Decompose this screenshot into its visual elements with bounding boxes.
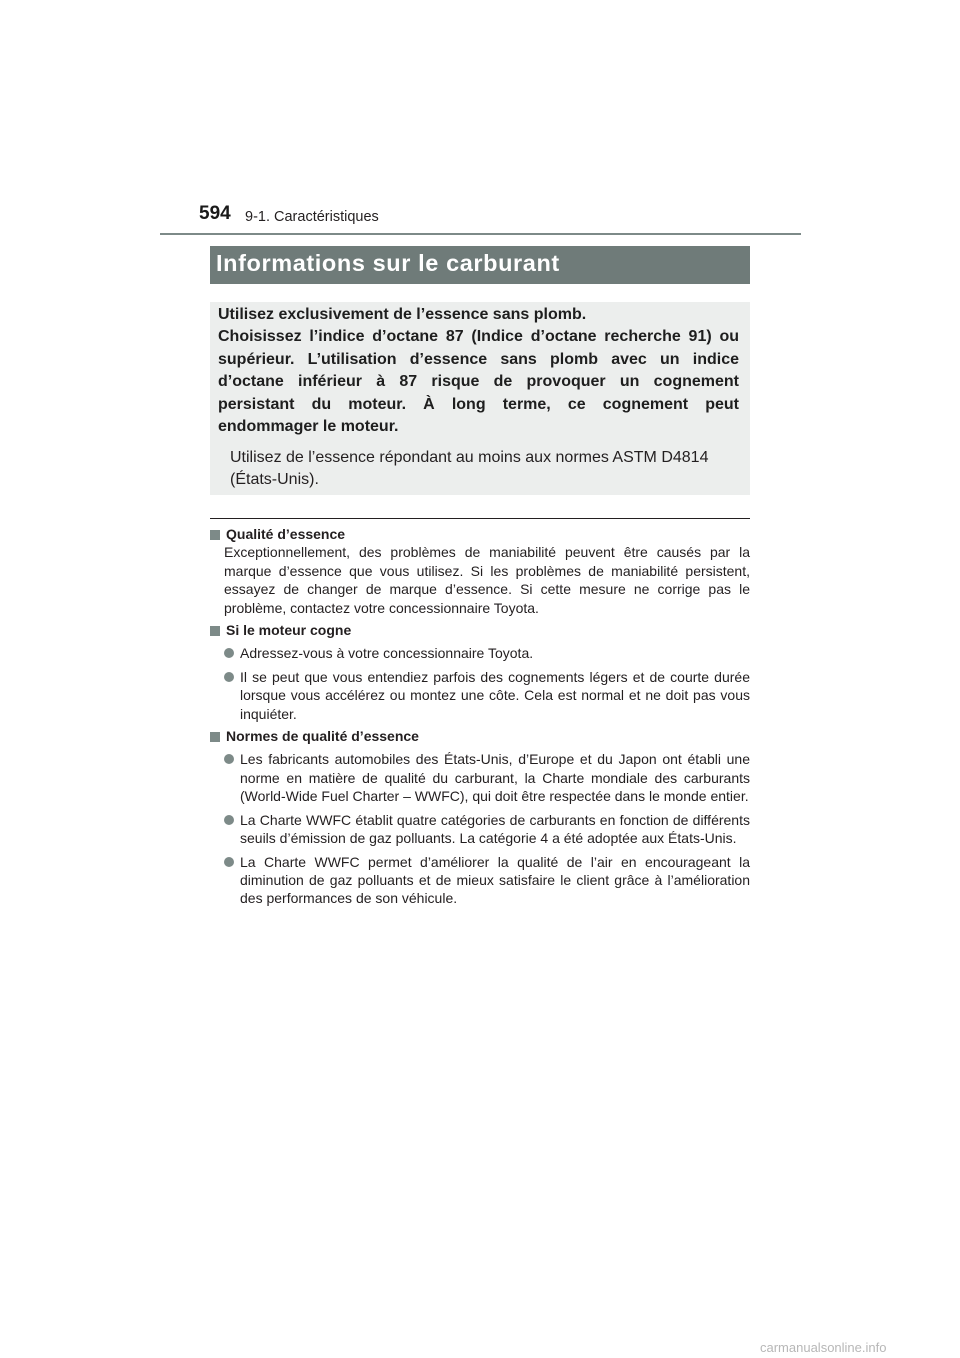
- list-item: [210, 644, 750, 662]
- notes: [210, 525, 750, 908]
- list-item: [210, 811, 750, 848]
- summary-box: [210, 302, 750, 495]
- circle-bullet-icon: [224, 815, 234, 825]
- section-label: 9-1. Caractéristiques: [245, 209, 379, 225]
- note-heading-text: Normes de qualité d’essence: [226, 728, 419, 745]
- header-rule: [160, 233, 801, 235]
- note-heading: [210, 727, 750, 745]
- summary-bold-text: [218, 304, 739, 438]
- list-item: [210, 668, 750, 723]
- circle-bullet-icon: [224, 648, 234, 658]
- note-heading: [210, 525, 750, 543]
- list-item-text: La Charte WWFC permet d’améliorer la qualité de l’air en encourageant la diminution de gaz polluants et de mieux satisfaire le client grâce à l’amélioration des performances de son véhicule.: [240, 853, 750, 907]
- watermark: carmanualsonline.info: [760, 1340, 887, 1355]
- section-divider: [210, 518, 750, 519]
- note-paragraph: Exceptionnellement, des problèmes de maniabilité peuvent être causés par la marque d’essence que vous utilisez. Si les problèmes de maniabilité persistent, essayez de changer de marque d’essence. Si cette mesure ne corrige pas le problème, contactez votre concessionnaire Toyota.: [224, 544, 750, 616]
- circle-bullet-icon: [224, 754, 234, 764]
- note-heading-text: Qualité d’essence: [226, 526, 346, 542]
- list-item: [210, 750, 750, 805]
- title-bar: [210, 246, 750, 284]
- list-item: [210, 853, 750, 908]
- list-item-text: Adressez-vous à votre concessionnaire Toyota.: [240, 645, 534, 662]
- square-bullet-icon: [210, 626, 220, 636]
- square-bullet-icon: [210, 732, 220, 742]
- note-heading: [210, 621, 750, 639]
- circle-bullet-icon: [224, 857, 234, 867]
- list-item-text: Il se peut que vous entendiez parfois des cognements légers et de courte durée lorsque vous accélérez ou montez une côte. Cela est normal et ne doit pas vous inquiéter.: [240, 668, 750, 722]
- summary-plain-text: Utilisez de l’essence répondant au moins aux normes ASTM D4814 (États-Unis).: [230, 449, 709, 489]
- list-item-text: La Charte WWFC établit quatre catégories de carburants en fonction de différents seuils d’émission de gaz polluants. La catégorie 4 a été adoptée aux États-Unis.: [240, 811, 750, 847]
- summary-line-1: Utilisez exclusivement de l’essence sans plomb.: [218, 306, 587, 323]
- summary-line-2: Choisissez l’indice d’octane 87 (Indice d’octane recherche 91) ou supérieur. L’utilisation d’essence sans plomb avec un indice d’octane inférieur à 87 risque de provoquer un cognement persistant du moteur. À long terme, ce cognement peut endommager le moteur.: [218, 328, 739, 436]
- page-title: Informations sur le carburant: [216, 250, 560, 276]
- page-number: 594: [199, 203, 231, 224]
- list-item-text: Les fabricants automobiles des États-Unis, d’Europe et du Japon ont établi une norme en matière de qualité du carburant, la Charte mondiale des carburants (World-Wide Fuel Charter – WWFC), qui doit être respectée dans le monde entier.: [240, 751, 750, 805]
- circle-bullet-icon: [224, 672, 234, 682]
- note-heading-text: Si le moteur cogne: [226, 622, 352, 639]
- square-bullet-icon: [210, 530, 220, 540]
